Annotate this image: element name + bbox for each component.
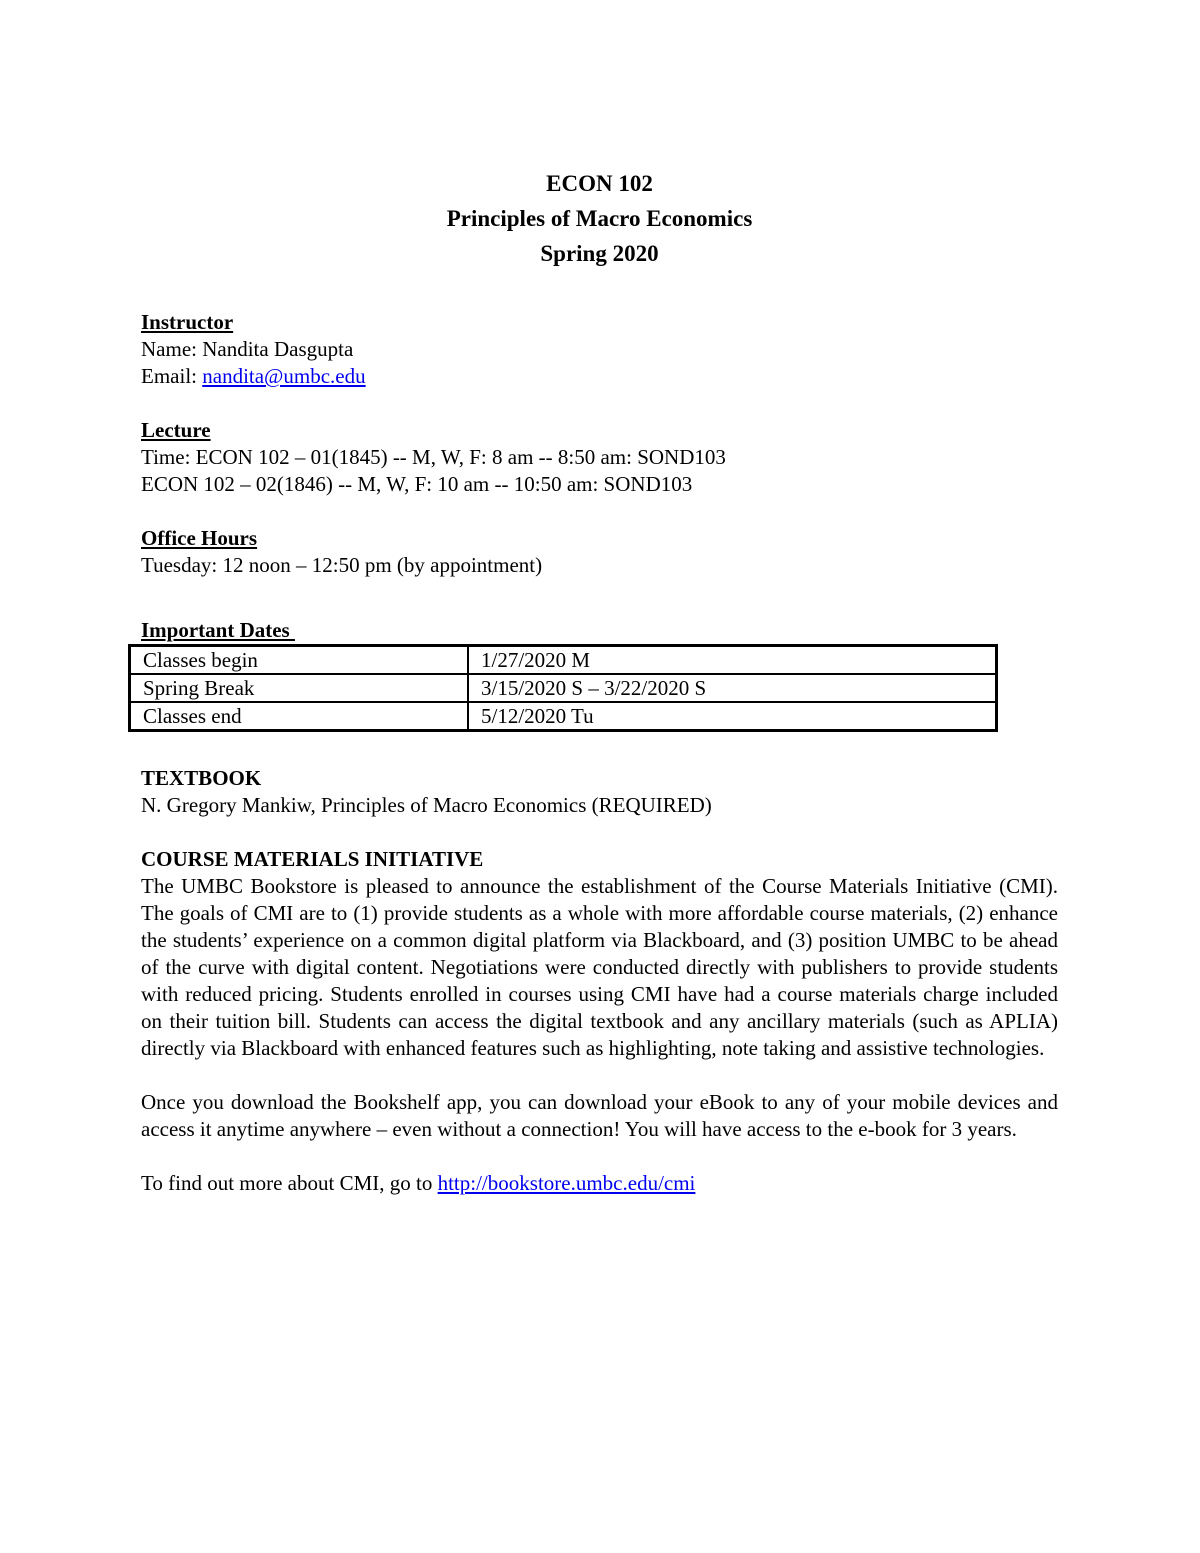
course-title: Principles of Macro Economics [446, 206, 753, 231]
instructor-email-line [141, 363, 1058, 390]
date-value: 5/12/2020 Tu [468, 702, 997, 731]
important-dates-section [141, 617, 1058, 765]
lecture-line-1: Time: ECON 102 – 01(1845) -- M, W, F: 8 am -- 8:50 am: SOND103 [141, 445, 726, 469]
table-row [130, 674, 997, 702]
title-block [141, 166, 1058, 271]
important-dates-table [128, 644, 998, 732]
textbook-line: N. Gregory Mankiw, Principles of Macro Economics (REQUIRED) [141, 793, 712, 817]
instructor-name: Name: Nandita Dasgupta [141, 337, 354, 361]
lecture-section [141, 417, 1058, 498]
cmi-paragraph-1: The UMBC Bookstore is pleased to announce the establishment of the Course Materials Initiative (CMI). The goals of CMI are to (1) provide students as a whole with more affordable course materials, (2) enhance the students’ experience on a common digital platform via Blackboard, and (3) position UMBC to be ahead of the curve with digital content. Negotiations were conducted directly with publishers to provide students with reduced pricing. Students enrolled in courses using CMI have had a course materials charge included on their tuition bill. Students can access the digital textbook and any ancillary materials (such as APLIA) directly via Blackboard with enhanced features such as highlighting, note taking and assistive technologies. [141, 874, 1058, 1060]
textbook-heading: TEXTBOOK [141, 766, 262, 790]
cmi-more-prefix: To find out more about CMI, go to [141, 1171, 438, 1195]
instructor-heading: Instructor [141, 310, 234, 334]
cmi-paragraph-2: Once you download the Bookshelf app, you can download your eBook to any of your mobile devices and access it anytime anywhere – even without a connection! You will have access to the e-book for 3 years. [141, 1090, 1058, 1141]
date-label: Classes begin [130, 646, 469, 675]
course-term: Spring 2020 [540, 241, 659, 266]
office-hours-heading: Office Hours [141, 526, 258, 550]
course-code: ECON 102 [546, 171, 653, 196]
cmi-heading: COURSE MATERIALS INITIATIVE [141, 847, 484, 871]
syllabus-page [141, 166, 1058, 1197]
table-row [130, 702, 997, 731]
date-value: 3/15/2020 S – 3/22/2020 S [468, 674, 997, 702]
email-link[interactable]: nandita@umbc.edu [202, 364, 366, 388]
cmi-link[interactable]: http://bookstore.umbc.edu/cmi [437, 1171, 696, 1195]
instructor-section [141, 309, 1058, 390]
office-hours-line: Tuesday: 12 noon – 12:50 pm (by appointment) [141, 553, 543, 577]
date-label: Spring Break [130, 674, 469, 702]
date-label: Classes end [130, 702, 469, 731]
table-row [130, 646, 997, 675]
important-dates-heading: Important Dates [141, 618, 295, 642]
email-label: Email: [141, 364, 203, 388]
cmi-more-line [141, 1170, 1058, 1197]
cmi-section [141, 846, 1058, 1197]
lecture-line-2: ECON 102 – 02(1846) -- M, W, F: 10 am -- 10:50 am: SOND103 [141, 472, 693, 496]
date-value: 1/27/2020 M [468, 646, 997, 675]
lecture-heading: Lecture [141, 418, 211, 442]
textbook-section [141, 765, 1058, 819]
office-hours-section [141, 525, 1058, 579]
